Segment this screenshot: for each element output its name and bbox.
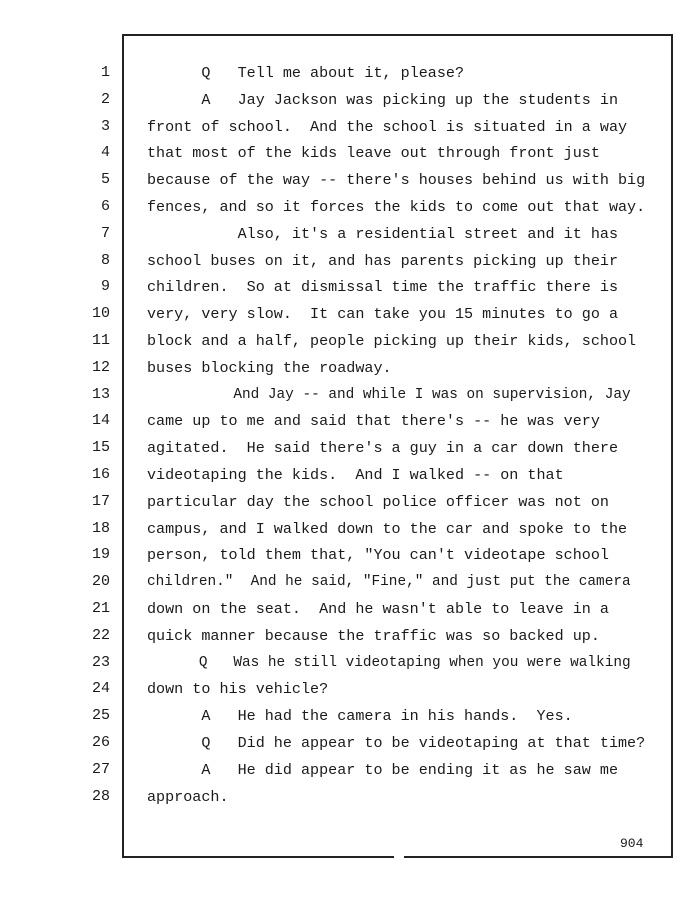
transcript-line: campus, and I walked down to the car and spoke to the xyxy=(147,519,628,538)
line-number: 3 xyxy=(100,117,110,135)
transcript-line: particular day the school police officer was not on xyxy=(147,492,609,511)
page-number: 904 xyxy=(620,836,644,851)
transcript-line: person, told them that, "You can't videotape school xyxy=(147,546,609,565)
transcript-line: quick manner because the traffic was so backed up. xyxy=(147,626,600,645)
line-number: 19 xyxy=(91,546,110,564)
transcript-line: buses blocking the roadway. xyxy=(147,358,392,377)
line-number: 13 xyxy=(91,385,110,403)
line-number: 14 xyxy=(91,412,110,430)
line-number: 10 xyxy=(91,305,110,323)
transcript-line: front of school. And the school is situated in a way xyxy=(147,117,628,136)
transcript-line: came up to me and said that there's -- he was very xyxy=(147,412,600,431)
line-number: 23 xyxy=(91,653,110,671)
transcript-line: children." And he said, "Fine," and just put the camera xyxy=(147,574,631,591)
line-number: 22 xyxy=(91,626,110,644)
line-number-column xyxy=(70,60,110,810)
bottom-rule-left xyxy=(122,856,394,858)
transcript-line: school buses on it, and has parents picking up their xyxy=(147,251,619,270)
line-number: 15 xyxy=(91,439,110,457)
transcript-line: down to his vehicle? xyxy=(147,680,329,699)
transcript-line: down on the seat. And he wasn't able to leave in a xyxy=(147,599,609,618)
transcript-line: A Jay Jackson was picking up the students in xyxy=(147,90,619,109)
transcript-line: A He did appear to be ending it as he saw me xyxy=(147,760,619,779)
line-number: 24 xyxy=(91,680,110,698)
line-number: 7 xyxy=(100,224,110,242)
transcript-line: very, very slow. It can take you 15 minutes to go a xyxy=(147,305,619,324)
line-number: 21 xyxy=(91,599,110,617)
line-number: 5 xyxy=(100,171,110,189)
transcript-line: agitated. He said there's a guy in a car down there xyxy=(147,439,619,458)
transcript-line: videotaping the kids. And I walked -- on that xyxy=(147,465,564,484)
transcript-line: fences, and so it forces the kids to come out that way. xyxy=(147,197,646,216)
line-number: 27 xyxy=(91,760,110,778)
transcript-line: children. So at dismissal time the traffic there is xyxy=(147,278,619,297)
line-number: 26 xyxy=(91,733,110,751)
line-number: 4 xyxy=(100,144,110,162)
transcript-line: block and a half, people picking up their kids, school xyxy=(147,331,637,350)
line-number: 6 xyxy=(100,197,110,215)
line-number: 9 xyxy=(100,278,110,296)
line-number: 12 xyxy=(91,358,110,376)
line-number: 17 xyxy=(91,492,110,510)
line-number: 18 xyxy=(91,519,110,537)
line-number: 28 xyxy=(91,787,110,805)
line-number: 1 xyxy=(100,64,110,81)
transcript-line: approach. xyxy=(147,787,229,806)
line-number: 2 xyxy=(100,90,110,108)
line-number: 8 xyxy=(100,251,110,269)
transcript-line: And Jay -- and while I was on supervision, Jay xyxy=(147,386,631,403)
line-number: 11 xyxy=(91,331,110,349)
transcript-line: Also, it's a residential street and it has xyxy=(147,224,619,243)
transcript-line: A He had the camera in his hands. Yes. xyxy=(147,707,573,726)
line-number: 25 xyxy=(91,707,110,725)
transcript-line: that most of the kids leave out through front just xyxy=(147,144,600,163)
transcript-line: Q Did he appear to be videotaping at that time? xyxy=(147,733,646,752)
line-number: 20 xyxy=(91,573,110,591)
transcript-text xyxy=(147,60,667,810)
transcript-line: Q Was he still videotaping when you were walking xyxy=(147,654,631,671)
bottom-rule-right xyxy=(404,856,673,858)
transcript-line: because of the way -- there's houses behind us with big xyxy=(147,171,646,190)
line-number: 16 xyxy=(91,465,110,483)
transcript-line: Q Tell me about it, please? xyxy=(147,64,465,82)
